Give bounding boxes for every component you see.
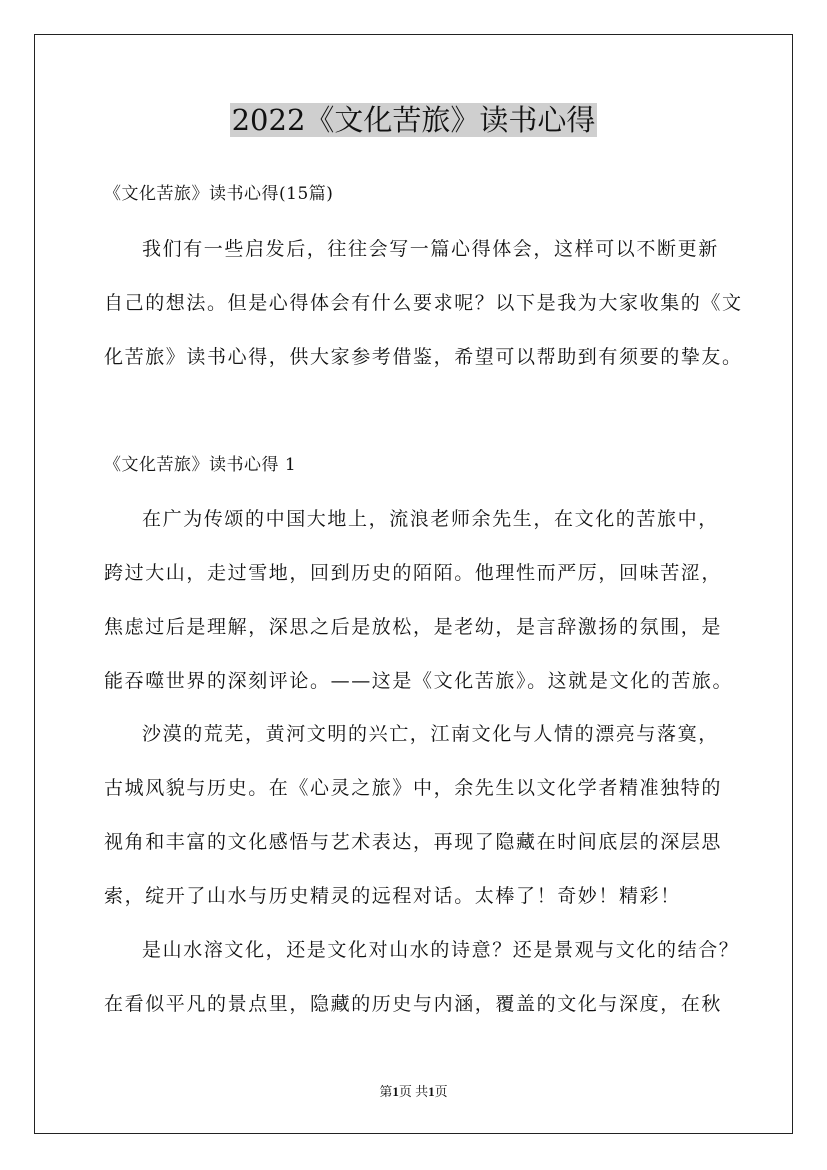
body-line: 索，绽开了山水与历史精灵的远程对话。太棒了！奇妙！精彩！ [104,885,681,907]
body-line: 在广为传颂的中国大地上，流浪老师余先生，在文化的苦旅中， [142,508,719,530]
body-line: 是山水溶文化，还是文化对山水的诗意？还是景观与文化的结合？ [142,939,740,961]
intro-line: 化苦旅》读书心得，供大家参考借鉴，希望可以帮助到有须要的挚友。 [104,346,743,368]
document-title [0,98,827,142]
body-line: 焦虑过后是理解，深思之后是放松，是老幼，是言辞激扬的氛围，是 [104,616,723,638]
intro-line: 我们有一些启发后，往往会写一篇心得体会，这样可以不断更新 [142,238,719,260]
document-subtitle: 《文化苦旅》读书心得(15篇) [104,184,334,204]
body-line: 在看似平凡的景点里，隐藏的历史与内涵，覆盖的文化与深度，在秋 [104,993,723,1015]
body-line: 沙漠的荒芜，黄河文明的兴亡，江南文化与人情的漂亮与落寞， [142,723,719,745]
footer-mid: 页 共 [398,1084,429,1099]
footer-suffix: 页 [434,1084,448,1099]
footer-total-pages: 1 [428,1084,435,1099]
footer-prefix: 第 [379,1084,393,1099]
section-heading: 《文化苦旅》读书心得 1 [104,455,297,475]
body-line: 视角和丰富的文化感悟与艺术表达，再现了隐藏在时间底层的深层思 [104,831,723,853]
body-line: 能吞噬世界的深刻评论。——这是《文化苦旅》。这就是文化的苦旅。 [104,670,734,692]
body-line: 古城风貌与历史。在《心灵之旅》中，余先生以文化学者精准独特的 [104,777,723,799]
footer-page-number: 1 [392,1084,399,1099]
page-footer [0,1083,827,1101]
intro-line: 自己的想法。但是心得体会有什么要求呢？以下是我为大家收集的《文 [104,292,743,314]
document-title-text: 2022《文化苦旅》读书心得 [231,103,596,137]
body-line: 跨过大山，走过雪地，回到历史的陌陌。他理性而严厉，回味苦涩， [104,562,723,584]
